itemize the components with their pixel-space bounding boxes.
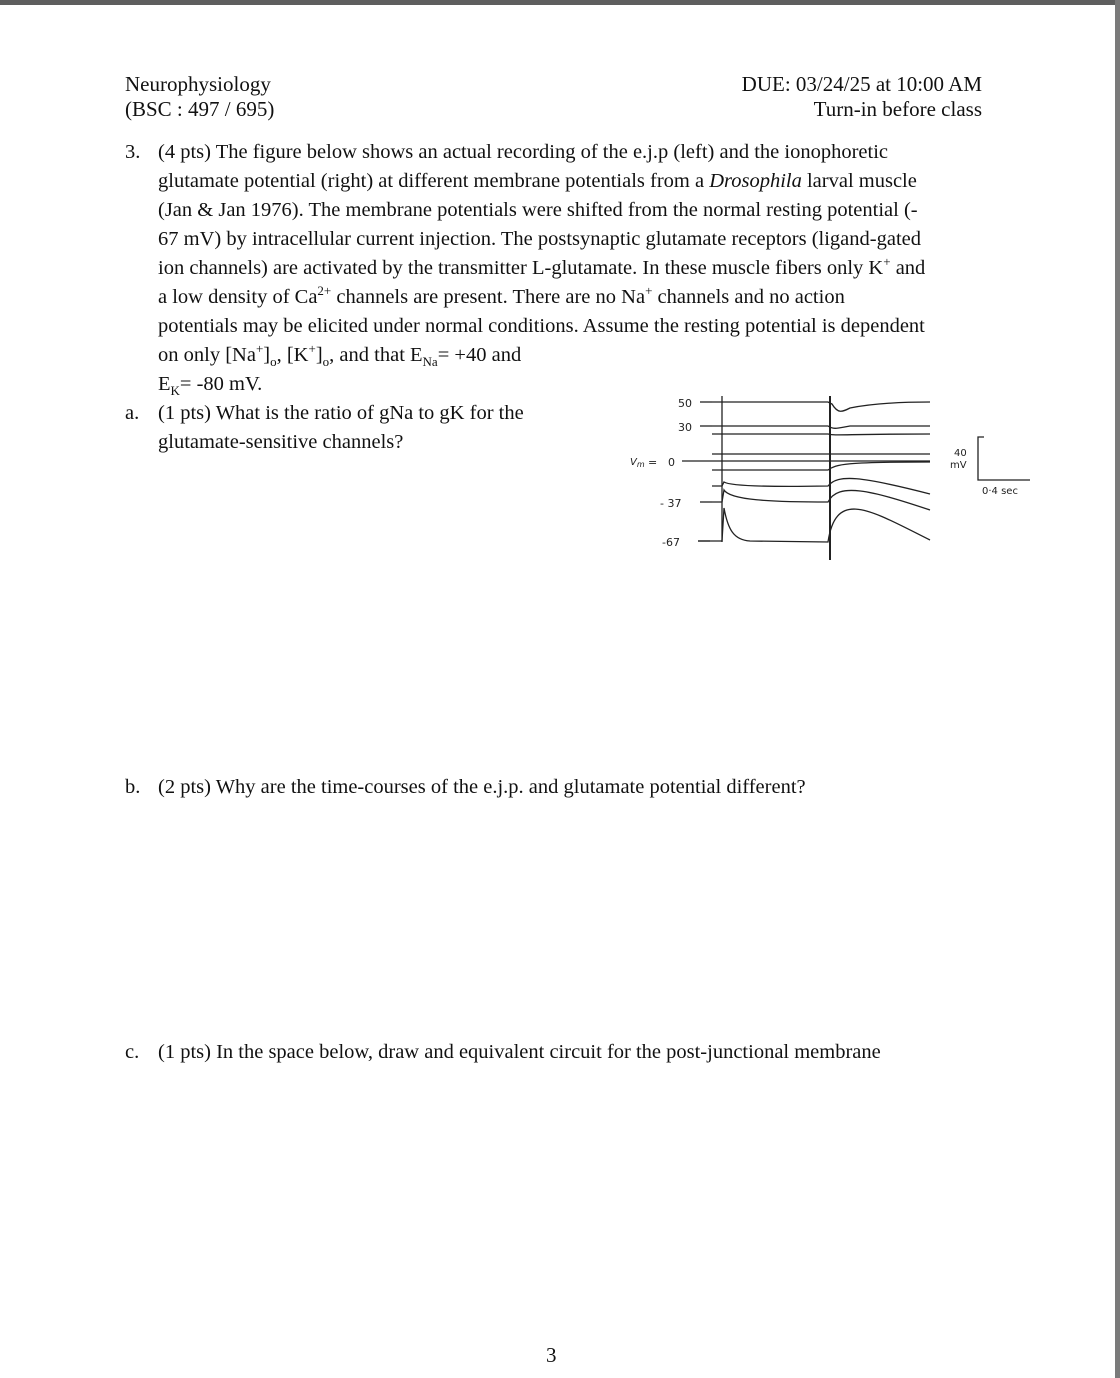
trace-20mv [712,434,930,435]
window-right-border [1115,0,1120,1378]
q3-text: ] [315,344,323,366]
label-50mv: 50 [678,397,692,410]
trace-50mv [712,402,930,411]
q3-text: = +40 and [437,344,522,366]
question-3c-text: (1 pts) In the space below, draw and equivalent circuit for the post-junctional membrane [158,1041,881,1063]
label-neg37mv: - 37 [660,497,682,510]
due-date: DUE: 03/24/25 at 10:00 AM [741,72,982,96]
scale-bar [978,437,1030,480]
question-3b-text: (2 pts) Why are the time-courses of the e.j.p. and glutamate potential different? [158,776,806,798]
q3-line [158,254,988,283]
q3-text: , and that E [329,344,423,366]
q3-italic-species: Drosophila [709,170,802,192]
superscript: + [645,283,653,299]
question-number: b. [125,776,141,798]
q3-text: , [K [276,344,309,366]
q3-text: = -80 mV. [179,373,263,395]
label-0mv: 0 [668,456,675,469]
label-equals: = [648,456,658,469]
subscript: K [170,383,180,399]
trace-neg37mv [712,490,930,510]
q3-text: channels and no action [652,286,845,308]
superscript: 2+ [317,283,332,299]
question-number: c. [125,1041,140,1063]
q3-line [158,341,988,370]
scale-voltage-value: 40 [954,448,967,459]
question-number: 3. [125,141,141,163]
q3-line: (4 pts) The figure below shows an actual recording of the e.j.p (left) and the ionophoretic [158,141,888,163]
turn-in-note: Turn-in before class [813,97,982,121]
qa-line: glutamate-sensitive channels? [158,431,404,453]
header-right [742,72,982,122]
page-number: 3 [546,1343,557,1367]
q3-line [158,167,988,196]
q3-text: ] [263,344,271,366]
label-vm [630,457,645,469]
q3-text: ion channels) are activated by the transmitter L-glutamate. In these muscle fibers only K [158,257,884,279]
q3-line: 67 mV) by intracellular current injection. The postsynaptic glutamate receptors (ligand-gated [158,228,921,250]
q3-text: channels are present. There are no Na [331,286,646,308]
superscript: + [883,254,891,270]
question-3a-text [158,399,578,457]
trace-neg20mv [712,478,930,494]
superscript: + [308,341,316,357]
header-left [125,72,274,122]
subscript: o [322,354,330,370]
label-neg67mv: -67 [662,536,680,549]
course-name: Neurophysiology [125,72,271,96]
q3-text: a low density of Ca [158,286,318,308]
q3-text: larval muscle [801,170,917,192]
superscript: + [255,341,264,357]
vm-subscript: m [636,460,645,469]
subscript: Na [422,354,438,370]
subscript: o [270,354,277,370]
scale-time: 0·4 sec [982,486,1018,497]
q3-text: and [890,257,926,279]
q3-line [158,283,988,312]
q3-text: E [158,373,171,395]
document-page [0,5,1115,1378]
trace-neg67mv [698,508,930,542]
recording-figure [610,390,1050,570]
q3-text: on only [Na [158,344,256,366]
course-code: (BSC : 497 / 695) [125,97,275,121]
qa-line: (1 pts) What is the ratio of gNa to gK for the [158,402,524,424]
scale-voltage-unit: mV [950,460,967,471]
q3-line: potentials may be elicited under normal conditions. Assume the resting potential is dependent [158,315,925,337]
question-3-text [158,138,988,399]
trace-neg10mv [712,462,930,470]
q3-line: (Jan & Jan 1976). The membrane potentials were shifted from the normal resting potential (- [158,199,918,221]
vm-symbol: V [630,457,637,468]
label-30mv: 30 [678,421,692,434]
question-number: a. [125,402,140,424]
trace-30mv [712,426,930,428]
q3-text: glutamate potential (right) at different membrane potentials from a [158,170,710,192]
